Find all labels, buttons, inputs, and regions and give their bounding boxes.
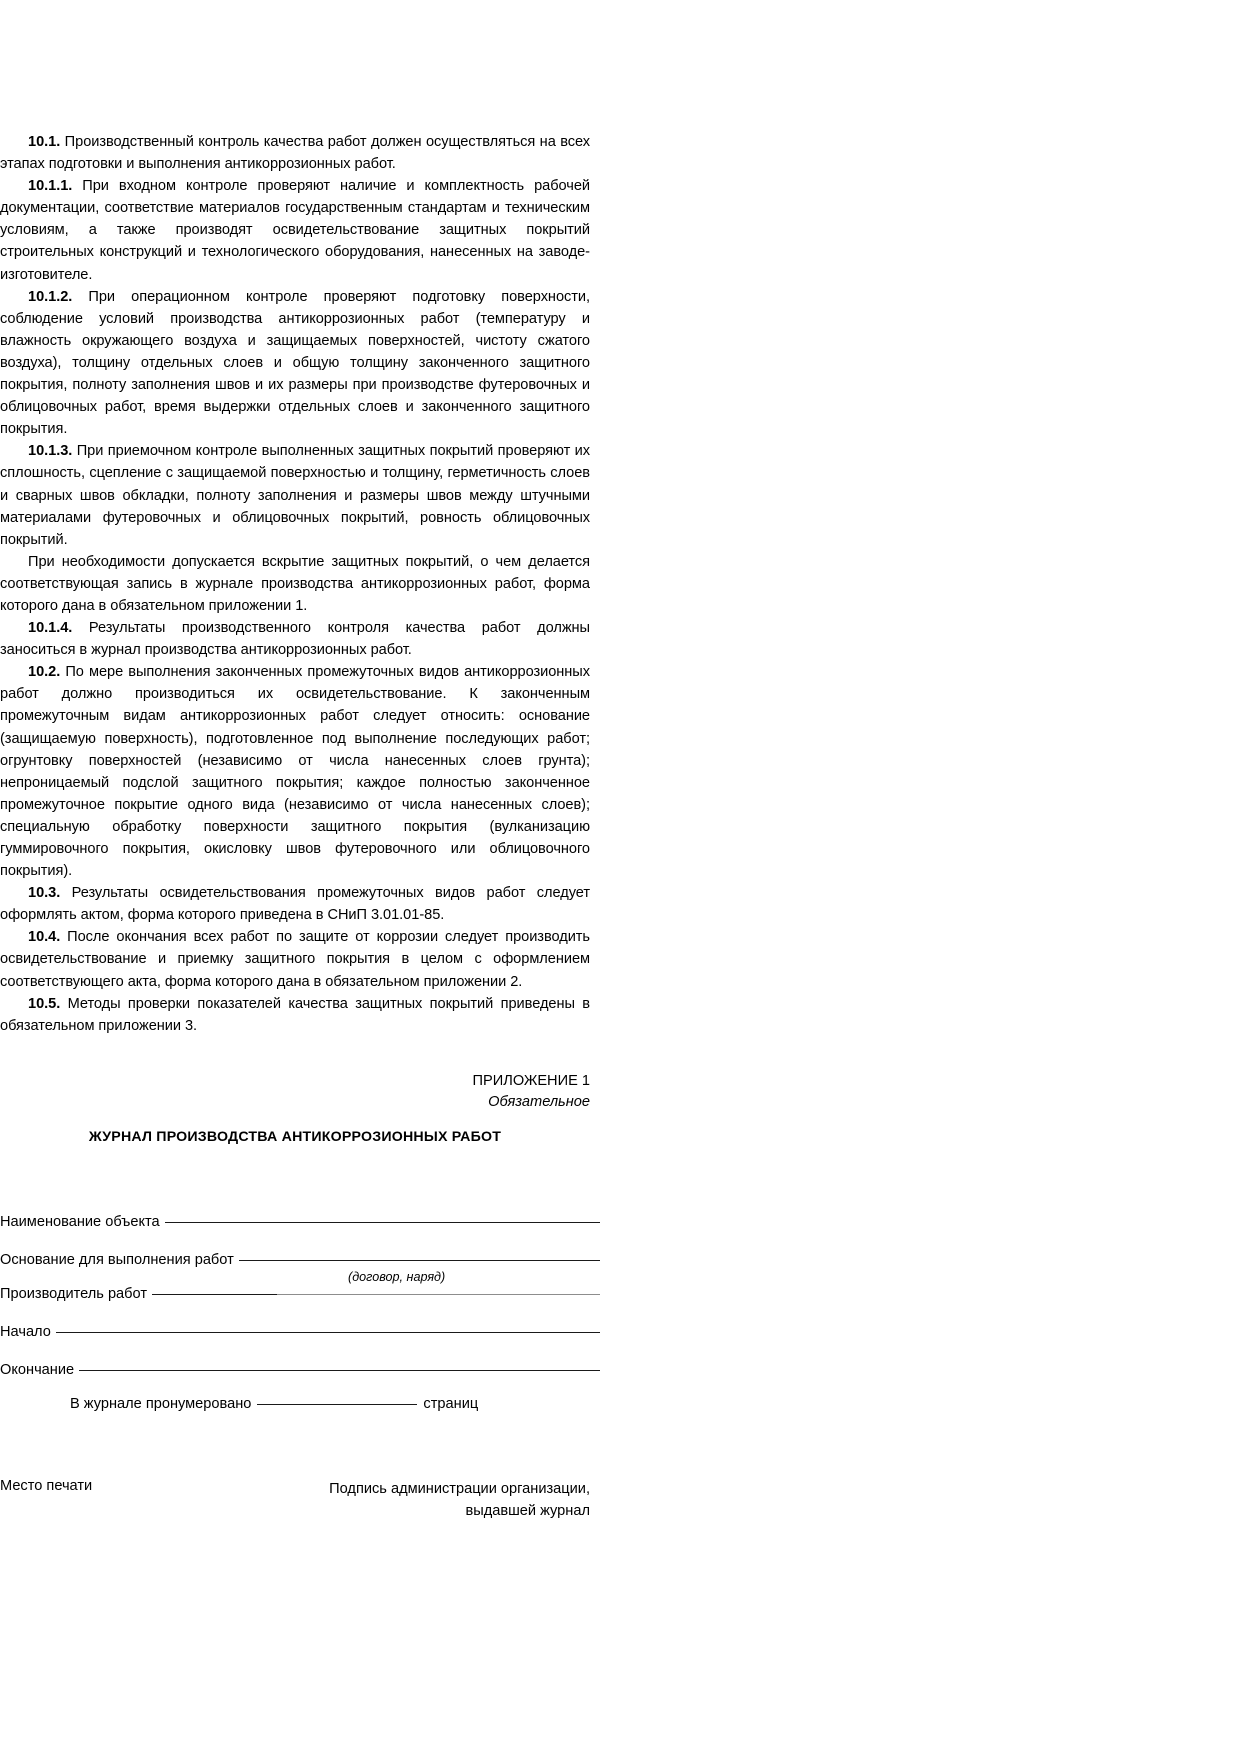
form-spacer [0,1230,600,1252]
field-works-producer [0,1286,600,1302]
form-spacer [0,1340,600,1362]
signature-line-2: выдавшей журнал [465,1503,590,1519]
paragraph-10-1 [0,131,590,175]
field-label-start-date: Начало [0,1324,51,1340]
appendix-label: ПРИЛОЖЕНИЕ 1 [472,1073,590,1089]
field-input-end-date[interactable] [79,1370,600,1371]
field-input-object-name[interactable] [165,1222,600,1223]
seal-label: Место печати [0,1478,93,1494]
field-input-works-producer-part2[interactable] [277,1294,600,1295]
paragraph-number: 10.2. [28,664,61,681]
paragraph-number: 10.1.1. [28,178,73,195]
paragraph-number: 10.5. [28,995,61,1012]
paragraph-text: При операционном контроле проверяют подготовку поверхности, соблюдение условий производства антикоррозионных работ (температуру и влажность окружающего воздуха и защищаемых поверхностей, чистоту сжатого воздуха), толщину отдельных слоев и общую толщину законченного защитного покрытия, полноту заполнения швов и их размеры при производстве футеровочных и облицовочных работ, время выдержки отдельных слоев и законченного защитного покрытия. [0,288,590,438]
field-input-basis-of-works[interactable] [239,1260,600,1261]
paragraph-text: При входном контроле проверяют наличие и комплектность рабочей документации, соответствие материалов государственным стандартам и техническим условиям, а также производят освидетельствование защитных покрытий строительных конструкций и технологического оборудования, нанесенных на заводе-изготовителе. [0,178,590,283]
paragraph-number: 10.3. [28,885,61,902]
paragraph-text: Производственный контроль качества работ должен осуществляться на всех этапах подготовки и выполнения антикоррозионных работ. [0,134,590,173]
field-numbered-pages [70,1396,478,1412]
field-label-works-producer: Производитель работ [0,1286,148,1302]
signature-line-1: Подпись администрации организации, [329,1481,590,1497]
paragraph-number: 10.1.2. [28,288,73,305]
field-input-start-date[interactable] [56,1332,600,1333]
paragraph-text: При необходимости допускается вскрытие защитных покрытий, о чем делается соответствующая запись в журнале производства антикоррозионных работ, форма которого дана в обязательном приложении 1. [0,553,590,614]
paragraph-10-3 [0,882,590,926]
field-basis-of-works [0,1252,600,1268]
field-label-basis-of-works: Основание для выполнения работ [0,1252,234,1268]
form-spacer [0,1302,600,1324]
paragraph-number: 10.1.4. [28,620,73,637]
paragraph-text: Методы проверки показателей качества защитных покрытий приведены в обязательном приложении 3. [0,995,590,1034]
field-caption-contract: (договор, наряд) [348,1270,446,1284]
field-object-name [0,1214,600,1230]
field-input-works-producer-part1[interactable] [152,1294,277,1295]
paragraph-10-2 [0,661,590,882]
appendix-heading [0,1071,590,1113]
paragraph-10-4 [0,926,590,992]
paragraph-number: 10.1. [28,134,61,150]
journal-title: ЖУРНАЛ ПРОИЗВОДСТВА АНТИКОРРОЗИОННЫХ РАБОТ [88,1129,502,1145]
field-end-date [0,1362,600,1378]
signature-block [272,1478,590,1522]
paragraph-number: 10.4. [28,929,61,946]
paragraph-10-1-3 [0,440,590,550]
paragraph-text: По мере выполнения законченных промежуточных видов антикоррозионных работ должно производиться их освидетельствование. К законченным промежуточным видам антикоррозионных работ следует относить: основание (защищаемую поверхность), подготовленное под выполнение последующих работ; огрунтовку поверхностей (независимо от числа нанесенных слоев грунта); непроницаемый подслой защитного покрытия; каждое полностью законченное промежуточное покрытие одного вида (независимо от числа нанесенных слоев); специальную обработку поверхности защитного покрытия (вулканизацию гуммировочного покрытия, окисловку швов футеровочного или облицовочного покрытия). [0,664,590,880]
field-input-page-count[interactable] [257,1404,417,1405]
body-text-column [0,131,590,1037]
paragraph-text: После окончания всех работ по защите от коррозии следует производить освидетельствование и приемку защитного покрытия в целом с оформлением соответствующего акта, форма которого дана в обязательном приложении 2. [0,929,590,990]
paragraph-text: Результаты освидетельствования промежуточных видов работ следует оформлять актом, форма которого приведена в СНиП 3.01.01-85. [0,885,590,924]
paragraph-10-1-4 [0,617,590,661]
field-start-date [0,1324,600,1340]
paragraph-10-5 [0,993,590,1037]
paragraph-note-opening [0,551,590,617]
numbered-pages-suffix: страниц [423,1396,479,1412]
paragraph-text: При приемочном контроле выполненных защитных покрытий проверяют их сплошность, сцепление с защищаемой поверхностью и толщину, герметичность слоев и сварных швов обкладки, полноту заполнения и размеры швов между штучными материалами футеровочных и облицовочных покрытий, ровность облицовочных покрытий. [0,443,590,548]
paragraph-number: 10.1.3. [28,443,73,460]
appendix-obligatory-label: Обязательное [488,1094,590,1110]
paragraph-10-1-2 [0,286,590,441]
paragraph-text: Результаты производственного контроля качества работ должны заноситься в журнал производства антикоррозионных работ. [0,620,590,659]
field-label-object-name: Наименование объекта [0,1214,160,1230]
journal-form [0,1214,600,1378]
numbered-pages-prefix: В журнале пронумеровано [70,1396,252,1412]
field-label-end-date: Окончание [0,1362,75,1378]
paragraph-10-1-1 [0,175,590,285]
